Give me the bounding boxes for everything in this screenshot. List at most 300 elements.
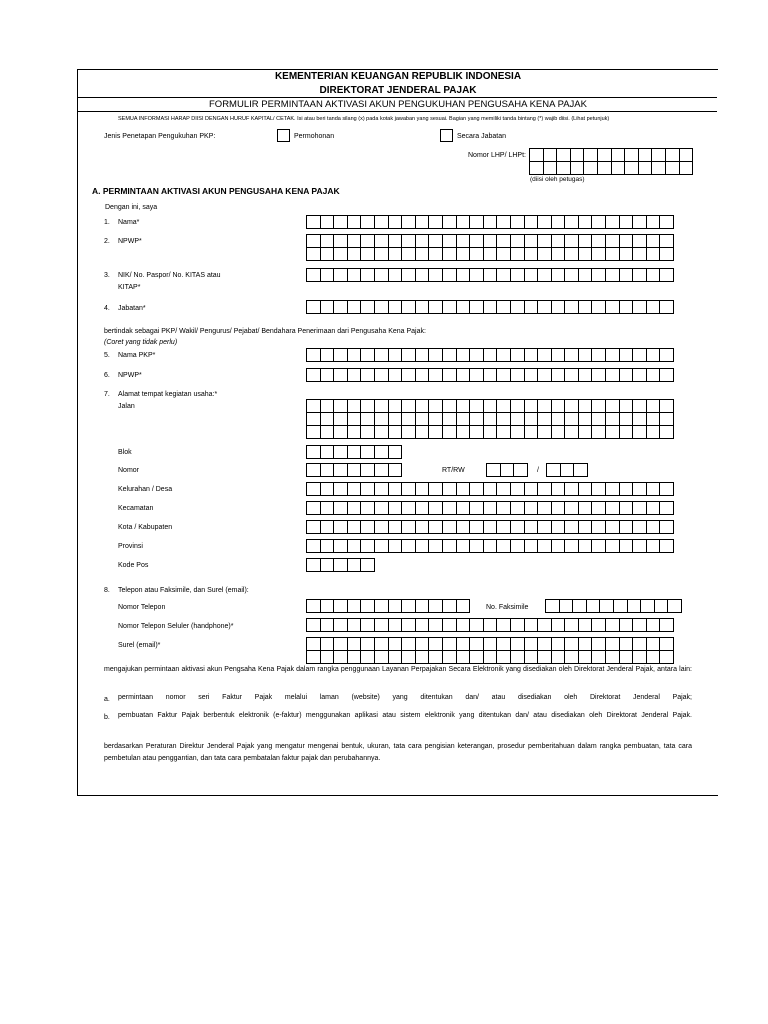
char-box[interactable] bbox=[564, 520, 579, 534]
char-box[interactable] bbox=[456, 268, 471, 282]
char-box[interactable] bbox=[442, 637, 457, 651]
char-box[interactable] bbox=[551, 368, 566, 382]
char-box[interactable] bbox=[456, 412, 471, 426]
char-box[interactable] bbox=[401, 234, 416, 248]
char-box[interactable] bbox=[605, 637, 620, 651]
char-box[interactable] bbox=[333, 445, 348, 459]
char-box[interactable] bbox=[496, 637, 511, 651]
char-box[interactable] bbox=[388, 368, 403, 382]
char-box[interactable] bbox=[632, 482, 647, 496]
char-box[interactable] bbox=[524, 247, 539, 261]
char-box[interactable] bbox=[401, 399, 416, 413]
char-box[interactable] bbox=[646, 300, 661, 314]
char-box[interactable] bbox=[456, 650, 471, 664]
char-box[interactable] bbox=[333, 234, 348, 248]
char-box[interactable] bbox=[469, 425, 484, 439]
char-box[interactable] bbox=[442, 348, 457, 362]
char-box[interactable] bbox=[347, 599, 362, 613]
char-box[interactable] bbox=[646, 234, 661, 248]
char-box[interactable] bbox=[605, 425, 620, 439]
char-box[interactable] bbox=[510, 234, 525, 248]
secara-jabatan-checkbox[interactable] bbox=[440, 129, 453, 142]
char-box[interactable] bbox=[442, 412, 457, 426]
char-box[interactable] bbox=[537, 618, 552, 632]
char-box[interactable] bbox=[442, 234, 457, 248]
char-box[interactable] bbox=[591, 482, 606, 496]
char-box[interactable] bbox=[510, 268, 525, 282]
char-box[interactable] bbox=[428, 650, 443, 664]
char-box[interactable] bbox=[347, 463, 362, 477]
char-box[interactable] bbox=[510, 482, 525, 496]
char-box[interactable] bbox=[578, 425, 593, 439]
char-box[interactable] bbox=[347, 650, 362, 664]
char-box[interactable] bbox=[619, 215, 634, 229]
char-box[interactable] bbox=[646, 247, 661, 261]
char-box[interactable] bbox=[483, 539, 498, 553]
char-box[interactable] bbox=[320, 445, 335, 459]
char-box[interactable] bbox=[496, 234, 511, 248]
char-box[interactable] bbox=[428, 520, 443, 534]
char-box[interactable] bbox=[624, 148, 639, 162]
char-box[interactable] bbox=[591, 637, 606, 651]
char-box[interactable] bbox=[564, 650, 579, 664]
char-box[interactable] bbox=[374, 637, 389, 651]
char-box[interactable] bbox=[537, 425, 552, 439]
char-box[interactable] bbox=[578, 637, 593, 651]
char-box[interactable] bbox=[496, 215, 511, 229]
char-box[interactable] bbox=[667, 599, 682, 613]
char-box[interactable] bbox=[469, 520, 484, 534]
char-box[interactable] bbox=[591, 247, 606, 261]
char-box[interactable] bbox=[543, 161, 558, 175]
char-box[interactable] bbox=[401, 599, 416, 613]
char-box[interactable] bbox=[659, 368, 674, 382]
char-box[interactable] bbox=[510, 300, 525, 314]
char-box[interactable] bbox=[496, 300, 511, 314]
char-box[interactable] bbox=[586, 599, 601, 613]
char-box[interactable] bbox=[605, 539, 620, 553]
char-box[interactable] bbox=[496, 348, 511, 362]
char-box[interactable] bbox=[564, 482, 579, 496]
char-box[interactable] bbox=[659, 215, 674, 229]
char-box[interactable] bbox=[320, 599, 335, 613]
char-box[interactable] bbox=[524, 234, 539, 248]
char-box[interactable] bbox=[306, 558, 321, 572]
char-box[interactable] bbox=[415, 368, 430, 382]
char-box[interactable] bbox=[513, 463, 528, 477]
char-box[interactable] bbox=[619, 650, 634, 664]
char-box[interactable] bbox=[564, 539, 579, 553]
char-box[interactable] bbox=[496, 425, 511, 439]
char-box[interactable] bbox=[486, 463, 501, 477]
char-box[interactable] bbox=[401, 300, 416, 314]
char-box[interactable] bbox=[306, 482, 321, 496]
char-box[interactable] bbox=[570, 161, 585, 175]
char-box[interactable] bbox=[333, 501, 348, 515]
char-box[interactable] bbox=[632, 501, 647, 515]
char-box[interactable] bbox=[632, 399, 647, 413]
char-box[interactable] bbox=[347, 268, 362, 282]
char-box[interactable] bbox=[659, 247, 674, 261]
char-box[interactable] bbox=[469, 215, 484, 229]
char-box[interactable] bbox=[456, 348, 471, 362]
char-box[interactable] bbox=[632, 637, 647, 651]
char-box[interactable] bbox=[415, 300, 430, 314]
char-box[interactable] bbox=[605, 501, 620, 515]
char-box[interactable] bbox=[638, 148, 653, 162]
char-box[interactable] bbox=[306, 215, 321, 229]
char-box[interactable] bbox=[551, 234, 566, 248]
char-box[interactable] bbox=[360, 348, 375, 362]
char-box[interactable] bbox=[442, 368, 457, 382]
char-box[interactable] bbox=[428, 501, 443, 515]
char-box[interactable] bbox=[564, 412, 579, 426]
char-box[interactable] bbox=[583, 148, 598, 162]
char-box[interactable] bbox=[333, 558, 348, 572]
char-box[interactable] bbox=[564, 618, 579, 632]
char-box[interactable] bbox=[605, 348, 620, 362]
char-box[interactable] bbox=[415, 482, 430, 496]
char-box[interactable] bbox=[646, 650, 661, 664]
char-box[interactable] bbox=[524, 539, 539, 553]
char-box[interactable] bbox=[659, 501, 674, 515]
char-box[interactable] bbox=[483, 399, 498, 413]
char-box[interactable] bbox=[456, 539, 471, 553]
char-box[interactable] bbox=[524, 425, 539, 439]
char-box[interactable] bbox=[374, 445, 389, 459]
char-box[interactable] bbox=[428, 637, 443, 651]
char-box[interactable] bbox=[619, 247, 634, 261]
char-box[interactable] bbox=[510, 650, 525, 664]
char-box[interactable] bbox=[591, 520, 606, 534]
char-box[interactable] bbox=[320, 399, 335, 413]
char-box[interactable] bbox=[510, 501, 525, 515]
char-box[interactable] bbox=[360, 425, 375, 439]
char-box[interactable] bbox=[624, 161, 639, 175]
char-box[interactable] bbox=[320, 412, 335, 426]
char-box[interactable] bbox=[428, 368, 443, 382]
char-box[interactable] bbox=[306, 247, 321, 261]
char-box[interactable] bbox=[469, 268, 484, 282]
char-box[interactable] bbox=[347, 247, 362, 261]
char-box[interactable] bbox=[428, 348, 443, 362]
char-box[interactable] bbox=[469, 247, 484, 261]
char-box[interactable] bbox=[360, 412, 375, 426]
char-box[interactable] bbox=[659, 539, 674, 553]
char-box[interactable] bbox=[347, 637, 362, 651]
char-box[interactable] bbox=[456, 234, 471, 248]
char-box[interactable] bbox=[360, 463, 375, 477]
char-box[interactable] bbox=[483, 348, 498, 362]
char-box[interactable] bbox=[591, 412, 606, 426]
char-box[interactable] bbox=[347, 558, 362, 572]
char-box[interactable] bbox=[374, 247, 389, 261]
char-box[interactable] bbox=[456, 399, 471, 413]
char-box[interactable] bbox=[415, 399, 430, 413]
char-box[interactable] bbox=[619, 412, 634, 426]
char-box[interactable] bbox=[469, 618, 484, 632]
char-box[interactable] bbox=[659, 650, 674, 664]
char-box[interactable] bbox=[583, 161, 598, 175]
char-box[interactable] bbox=[306, 637, 321, 651]
char-box[interactable] bbox=[442, 268, 457, 282]
char-box[interactable] bbox=[551, 618, 566, 632]
char-box[interactable] bbox=[320, 520, 335, 534]
char-box[interactable] bbox=[551, 425, 566, 439]
char-box[interactable] bbox=[306, 268, 321, 282]
char-box[interactable] bbox=[591, 368, 606, 382]
char-box[interactable] bbox=[537, 650, 552, 664]
char-box[interactable] bbox=[659, 520, 674, 534]
char-box[interactable] bbox=[564, 234, 579, 248]
char-box[interactable] bbox=[388, 482, 403, 496]
char-box[interactable] bbox=[374, 599, 389, 613]
char-box[interactable] bbox=[456, 300, 471, 314]
char-box[interactable] bbox=[388, 539, 403, 553]
char-box[interactable] bbox=[537, 520, 552, 534]
char-box[interactable] bbox=[572, 599, 587, 613]
char-box[interactable] bbox=[483, 425, 498, 439]
char-box[interactable] bbox=[659, 399, 674, 413]
char-box[interactable] bbox=[483, 268, 498, 282]
char-box[interactable] bbox=[659, 482, 674, 496]
char-box[interactable] bbox=[619, 300, 634, 314]
char-box[interactable] bbox=[659, 268, 674, 282]
char-box[interactable] bbox=[360, 618, 375, 632]
char-box[interactable] bbox=[646, 618, 661, 632]
char-box[interactable] bbox=[529, 161, 544, 175]
char-box[interactable] bbox=[456, 425, 471, 439]
char-box[interactable] bbox=[605, 412, 620, 426]
char-box[interactable] bbox=[524, 348, 539, 362]
char-box[interactable] bbox=[306, 368, 321, 382]
char-box[interactable] bbox=[483, 412, 498, 426]
char-box[interactable] bbox=[456, 520, 471, 534]
char-box[interactable] bbox=[496, 247, 511, 261]
char-box[interactable] bbox=[496, 539, 511, 553]
char-box[interactable] bbox=[551, 399, 566, 413]
char-box[interactable] bbox=[551, 501, 566, 515]
char-box[interactable] bbox=[401, 348, 416, 362]
char-box[interactable] bbox=[347, 399, 362, 413]
char-box[interactable] bbox=[469, 300, 484, 314]
char-box[interactable] bbox=[599, 599, 614, 613]
char-box[interactable] bbox=[578, 348, 593, 362]
char-box[interactable] bbox=[560, 463, 575, 477]
lhp-input[interactable] bbox=[529, 148, 692, 174]
char-box[interactable] bbox=[428, 482, 443, 496]
char-box[interactable] bbox=[619, 348, 634, 362]
char-box[interactable] bbox=[510, 425, 525, 439]
char-box[interactable] bbox=[551, 637, 566, 651]
char-box[interactable] bbox=[496, 412, 511, 426]
char-box[interactable] bbox=[360, 539, 375, 553]
char-box[interactable] bbox=[306, 520, 321, 534]
char-box[interactable] bbox=[524, 300, 539, 314]
char-box[interactable] bbox=[659, 618, 674, 632]
char-box[interactable] bbox=[469, 234, 484, 248]
char-box[interactable] bbox=[605, 482, 620, 496]
char-box[interactable] bbox=[591, 300, 606, 314]
char-box[interactable] bbox=[619, 539, 634, 553]
char-box[interactable] bbox=[442, 539, 457, 553]
char-box[interactable] bbox=[388, 520, 403, 534]
char-box[interactable] bbox=[469, 412, 484, 426]
char-box[interactable] bbox=[551, 539, 566, 553]
char-box[interactable] bbox=[578, 215, 593, 229]
char-box[interactable] bbox=[510, 215, 525, 229]
char-box[interactable] bbox=[442, 247, 457, 261]
char-box[interactable] bbox=[632, 300, 647, 314]
char-box[interactable] bbox=[619, 482, 634, 496]
char-box[interactable] bbox=[578, 300, 593, 314]
char-box[interactable] bbox=[578, 501, 593, 515]
char-box[interactable] bbox=[415, 637, 430, 651]
char-box[interactable] bbox=[456, 501, 471, 515]
char-box[interactable] bbox=[360, 637, 375, 651]
char-box[interactable] bbox=[627, 599, 642, 613]
char-box[interactable] bbox=[415, 215, 430, 229]
char-box[interactable] bbox=[469, 637, 484, 651]
char-box[interactable] bbox=[306, 501, 321, 515]
char-box[interactable] bbox=[537, 482, 552, 496]
char-box[interactable] bbox=[428, 399, 443, 413]
char-box[interactable] bbox=[360, 368, 375, 382]
char-box[interactable] bbox=[597, 161, 612, 175]
char-box[interactable] bbox=[374, 234, 389, 248]
char-box[interactable] bbox=[374, 520, 389, 534]
provinsi-input[interactable] bbox=[306, 539, 673, 552]
char-box[interactable] bbox=[360, 268, 375, 282]
char-box[interactable] bbox=[360, 482, 375, 496]
char-box[interactable] bbox=[564, 637, 579, 651]
char-box[interactable] bbox=[578, 412, 593, 426]
char-box[interactable] bbox=[659, 412, 674, 426]
rw-input[interactable] bbox=[546, 463, 587, 476]
char-box[interactable] bbox=[306, 463, 321, 477]
char-box[interactable] bbox=[469, 348, 484, 362]
char-box[interactable] bbox=[360, 650, 375, 664]
char-box[interactable] bbox=[483, 247, 498, 261]
char-box[interactable] bbox=[415, 599, 430, 613]
char-box[interactable] bbox=[333, 637, 348, 651]
char-box[interactable] bbox=[360, 234, 375, 248]
char-box[interactable] bbox=[659, 234, 674, 248]
char-box[interactable] bbox=[632, 650, 647, 664]
char-box[interactable] bbox=[442, 482, 457, 496]
char-box[interactable] bbox=[442, 425, 457, 439]
char-box[interactable] bbox=[611, 148, 626, 162]
char-box[interactable] bbox=[320, 348, 335, 362]
char-box[interactable] bbox=[360, 445, 375, 459]
char-box[interactable] bbox=[537, 348, 552, 362]
char-box[interactable] bbox=[605, 215, 620, 229]
char-box[interactable] bbox=[428, 247, 443, 261]
char-box[interactable] bbox=[496, 399, 511, 413]
char-box[interactable] bbox=[591, 399, 606, 413]
char-box[interactable] bbox=[524, 482, 539, 496]
char-box[interactable] bbox=[496, 650, 511, 664]
npwp-input[interactable] bbox=[306, 234, 673, 260]
char-box[interactable] bbox=[320, 558, 335, 572]
char-box[interactable] bbox=[320, 637, 335, 651]
char-box[interactable] bbox=[388, 650, 403, 664]
char-box[interactable] bbox=[442, 520, 457, 534]
char-box[interactable] bbox=[333, 463, 348, 477]
char-box[interactable] bbox=[646, 399, 661, 413]
char-box[interactable] bbox=[333, 599, 348, 613]
char-box[interactable] bbox=[347, 234, 362, 248]
char-box[interactable] bbox=[605, 247, 620, 261]
char-box[interactable] bbox=[333, 539, 348, 553]
char-box[interactable] bbox=[374, 268, 389, 282]
faksimile-input[interactable] bbox=[545, 599, 681, 612]
char-box[interactable] bbox=[510, 399, 525, 413]
char-box[interactable] bbox=[638, 161, 653, 175]
char-box[interactable] bbox=[537, 539, 552, 553]
char-box[interactable] bbox=[320, 215, 335, 229]
char-box[interactable] bbox=[591, 425, 606, 439]
char-box[interactable] bbox=[605, 650, 620, 664]
char-box[interactable] bbox=[646, 482, 661, 496]
char-box[interactable] bbox=[564, 247, 579, 261]
char-box[interactable] bbox=[360, 520, 375, 534]
char-box[interactable] bbox=[537, 368, 552, 382]
char-box[interactable] bbox=[619, 618, 634, 632]
char-box[interactable] bbox=[320, 650, 335, 664]
char-box[interactable] bbox=[665, 161, 680, 175]
char-box[interactable] bbox=[551, 268, 566, 282]
char-box[interactable] bbox=[537, 268, 552, 282]
char-box[interactable] bbox=[556, 148, 571, 162]
char-box[interactable] bbox=[510, 412, 525, 426]
char-box[interactable] bbox=[651, 148, 666, 162]
char-box[interactable] bbox=[578, 520, 593, 534]
char-box[interactable] bbox=[401, 247, 416, 261]
char-box[interactable] bbox=[578, 650, 593, 664]
char-box[interactable] bbox=[442, 300, 457, 314]
char-box[interactable] bbox=[401, 501, 416, 515]
char-box[interactable] bbox=[401, 215, 416, 229]
char-box[interactable] bbox=[679, 161, 694, 175]
char-box[interactable] bbox=[524, 520, 539, 534]
char-box[interactable] bbox=[347, 412, 362, 426]
char-box[interactable] bbox=[619, 637, 634, 651]
char-box[interactable] bbox=[320, 247, 335, 261]
char-box[interactable] bbox=[428, 539, 443, 553]
char-box[interactable] bbox=[551, 348, 566, 362]
char-box[interactable] bbox=[646, 637, 661, 651]
char-box[interactable] bbox=[347, 539, 362, 553]
char-box[interactable] bbox=[415, 501, 430, 515]
kecamatan-input[interactable] bbox=[306, 501, 673, 514]
char-box[interactable] bbox=[388, 425, 403, 439]
char-box[interactable] bbox=[632, 348, 647, 362]
char-box[interactable] bbox=[374, 300, 389, 314]
char-box[interactable] bbox=[360, 501, 375, 515]
char-box[interactable] bbox=[619, 368, 634, 382]
telepon-input[interactable] bbox=[306, 599, 469, 612]
char-box[interactable] bbox=[415, 618, 430, 632]
char-box[interactable] bbox=[483, 234, 498, 248]
char-box[interactable] bbox=[619, 520, 634, 534]
char-box[interactable] bbox=[415, 234, 430, 248]
char-box[interactable] bbox=[442, 399, 457, 413]
char-box[interactable] bbox=[333, 412, 348, 426]
char-box[interactable] bbox=[570, 148, 585, 162]
char-box[interactable] bbox=[578, 234, 593, 248]
char-box[interactable] bbox=[306, 348, 321, 362]
